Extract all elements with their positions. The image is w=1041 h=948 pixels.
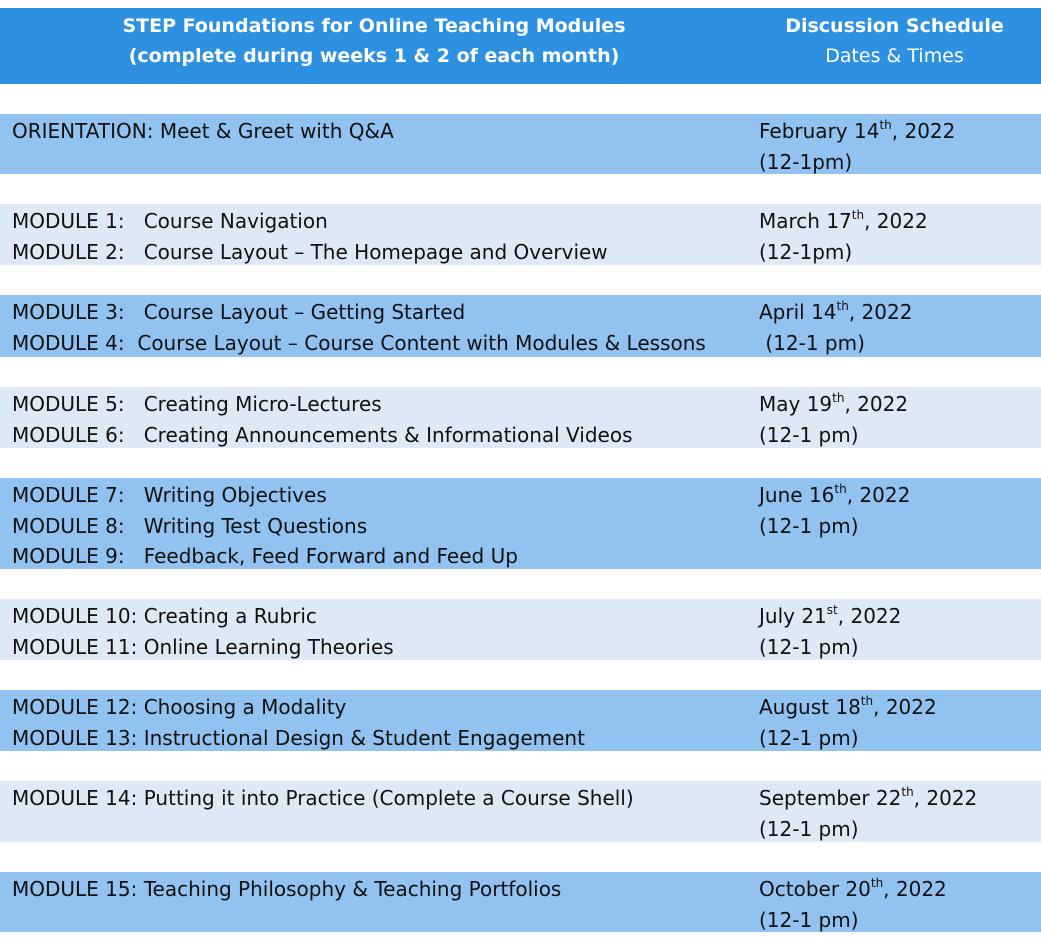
discussion-time: (12-1 pm): [759, 725, 859, 750]
table-row: [0, 781, 1041, 842]
table-row: [0, 204, 1041, 265]
module-title: MODULE 4: Course Layout – Course Content with Modules & Lessons: [12, 330, 706, 355]
date-year: , 2022: [883, 877, 947, 901]
module-list: [12, 116, 742, 147]
date-line: [759, 297, 1039, 328]
discussion-time: (12-1 pm): [759, 634, 859, 659]
module-title: MODULE 10: Creating a Rubric: [12, 604, 317, 628]
date-month-day: July 21: [759, 604, 827, 628]
table-row: [0, 114, 1041, 174]
table-header: [0, 8, 1041, 84]
discussion-date: [759, 783, 1039, 844]
header-title: STEP Foundations for Online Teaching Modules: [122, 15, 626, 37]
module-title: MODULE 13: Instructional Design & Student Engagement: [12, 725, 585, 750]
date-year: , 2022: [891, 119, 956, 143]
date-year: , 2022: [837, 604, 902, 628]
date-ordinal-suffix: th: [836, 299, 849, 313]
module-title: MODULE 2: Course Layout – The Homepage and Overview: [12, 239, 608, 264]
discussion-time: (12-1 pm): [759, 816, 859, 841]
module-title: MODULE 12: Choosing a Modality: [12, 695, 347, 719]
date-ordinal-suffix: th: [860, 694, 874, 708]
date-line: [759, 480, 1039, 511]
module-title: MODULE 5: Creating Micro-Lectures: [12, 392, 382, 416]
date-year: , 2022: [873, 695, 937, 719]
date-month-day: March 17: [759, 209, 852, 233]
discussion-time: (12-1 pm): [759, 513, 859, 538]
discussion-date: [759, 116, 1039, 177]
date-ordinal-suffix: th: [832, 391, 845, 405]
discussion-date: [759, 389, 1039, 450]
discussion-date: [759, 601, 1039, 662]
table-row: [0, 295, 1041, 357]
date-month-day: September 22: [759, 786, 902, 810]
module-list: [12, 480, 742, 572]
schedule-column-header: [748, 11, 1041, 71]
date-ordinal-suffix: th: [870, 876, 884, 890]
module-title: MODULE 14: Putting it into Practice (Complete a Course Shell): [12, 786, 634, 810]
table-row: [0, 387, 1041, 448]
date-year: , 2022: [864, 209, 928, 233]
discussion-date: [759, 206, 1039, 267]
module-list: [12, 601, 742, 662]
modules-column-header: [0, 11, 748, 71]
header-subtitle: (complete during weeks 1 & 2 of each month): [128, 45, 620, 67]
module-title: MODULE 8: Writing Test Questions: [12, 513, 368, 538]
discussion-date: [759, 692, 1039, 753]
module-title: ORIENTATION: Meet & Greet with Q&A: [12, 119, 394, 143]
table-row: [0, 599, 1041, 660]
module-list: [12, 783, 742, 814]
module-list: [12, 692, 742, 753]
date-year: , 2022: [848, 300, 913, 324]
module-list: [12, 389, 742, 450]
table-row: [0, 690, 1041, 751]
date-line: [759, 389, 1039, 420]
module-title: MODULE 6: Creating Announcements & Informational Videos: [12, 422, 633, 447]
date-month-day: August 18: [759, 695, 861, 719]
discussion-time: (12-1pm): [759, 239, 853, 264]
date-line: [759, 206, 1039, 237]
module-title: MODULE 11: Online Learning Theories: [12, 634, 394, 659]
module-title: MODULE 15: Teaching Philosophy & Teaching Portfolios: [12, 877, 562, 901]
date-year: , 2022: [913, 786, 978, 810]
date-line: [759, 692, 1039, 723]
date-month-day: May 19: [759, 392, 833, 416]
discussion-time: (12-1 pm): [759, 422, 859, 447]
date-line: [759, 874, 1039, 905]
schedule-subtitle: Dates & Times: [825, 45, 964, 67]
module-title: MODULE 9: Feedback, Feed Forward and Feed Up: [12, 544, 518, 568]
discussion-date: [759, 480, 1039, 541]
date-line: [759, 783, 1039, 814]
table-row: [0, 872, 1041, 932]
module-list: [12, 206, 742, 267]
date-month-day: June 16: [759, 483, 835, 507]
discussion-date: [759, 297, 1039, 358]
date-ordinal-suffix: th: [834, 482, 847, 496]
date-year: , 2022: [846, 483, 911, 507]
date-month-day: October 20: [759, 877, 871, 901]
table-row: [0, 478, 1041, 569]
module-title: MODULE 1: Course Navigation: [12, 209, 328, 233]
date-ordinal-suffix: st: [826, 603, 838, 617]
date-month-day: April 14: [759, 300, 837, 324]
module-list: [12, 297, 742, 358]
date-month-day: February 14: [759, 119, 880, 143]
schedule-title: Discussion Schedule: [785, 15, 1004, 37]
date-ordinal-suffix: th: [851, 208, 865, 222]
date-line: [759, 601, 1039, 632]
date-line: [759, 116, 1039, 147]
discussion-time: (12-1pm): [759, 149, 853, 174]
discussion-date: [759, 874, 1039, 935]
discussion-time: (12-1 pm): [759, 330, 865, 355]
date-year: , 2022: [844, 392, 909, 416]
module-title: MODULE 7: Writing Objectives: [12, 483, 327, 507]
module-list: [12, 874, 742, 905]
date-ordinal-suffix: th: [879, 118, 892, 132]
discussion-time: (12-1 pm): [759, 907, 859, 932]
date-ordinal-suffix: th: [901, 785, 914, 799]
module-title: MODULE 3: Course Layout – Getting Started: [12, 300, 466, 324]
